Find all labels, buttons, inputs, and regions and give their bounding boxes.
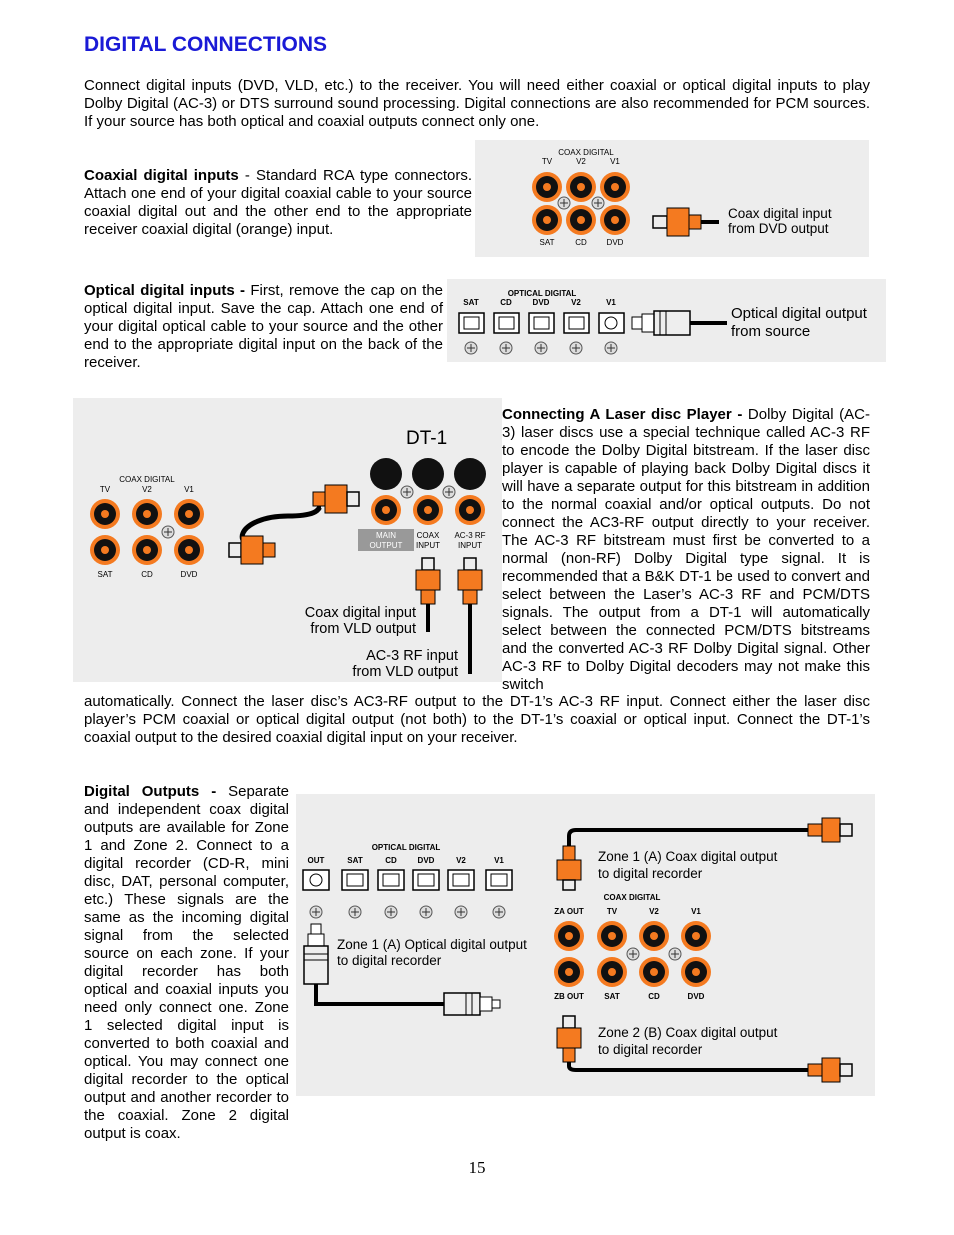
coax-top-label: TV [606, 907, 618, 916]
ground-screw-icon [401, 486, 413, 498]
coax-bottom-label: DVD [606, 238, 624, 247]
dt1-main-output-label: MAIN [376, 531, 396, 540]
laser-disc-diagram-graphic [73, 398, 502, 682]
jack-sat [90, 535, 120, 565]
ground-screw-icon [570, 342, 582, 354]
laser-disc-diagram [73, 398, 502, 682]
jack-za-out [554, 921, 584, 951]
zone1-optical-caption: Zone 1 (A) Optical digital output [337, 937, 527, 952]
outputs-heading: Digital Outputs - [84, 783, 217, 800]
optical-port-label: V2 [571, 298, 581, 307]
optical-port-v1 [599, 313, 624, 333]
jack-dvd [174, 535, 204, 565]
coax-input-diagram [475, 140, 869, 257]
optical-port-out [303, 870, 329, 890]
optical-port-label: DVD [532, 298, 550, 307]
optical-caption: Optical digital output [731, 305, 867, 322]
optical-port-v1 [486, 870, 512, 890]
outputs-paragraph [84, 783, 289, 1143]
jack-tv [532, 172, 562, 202]
jack-v1 [174, 499, 204, 529]
optical-caption: from source [731, 323, 811, 340]
jack-dvd [681, 957, 711, 987]
zone1-coax-caption: to digital recorder [598, 866, 703, 881]
ground-screw-icon [455, 906, 467, 918]
dt1-knob [454, 458, 486, 490]
coax-caption: Coax digital input [728, 206, 832, 221]
digital-outputs-diagram [296, 794, 875, 1096]
optical-port-dvd [413, 870, 439, 890]
coax-top-label: V1 [184, 485, 194, 494]
ground-screw-icon [535, 342, 547, 354]
coax-top-label: V2 [142, 485, 152, 494]
page-title: DIGITAL CONNECTIONS [84, 33, 328, 56]
coaxial-body: Standard RCA type connectors. Attach one end of your digital coaxial cable to your source coaxial digital out and the other end to the appropriate receiver coaxial digital (orange) input. [84, 167, 472, 238]
coax-top-label: ZA OUT [554, 907, 584, 916]
coax-top-label: TV [99, 485, 111, 494]
optical-port-label: V2 [456, 856, 466, 865]
dt1-ac3-input-label: AC-3 RF [454, 531, 486, 540]
coax-bottom-label: SAT [97, 570, 113, 579]
jack-v2 [639, 921, 669, 951]
jack-tv [597, 921, 627, 951]
rca-plug-icon [458, 558, 482, 674]
optical-port-label: CD [500, 298, 512, 307]
optical-input-diagram [447, 279, 886, 362]
jack-zb-out [554, 957, 584, 987]
vld-coax-caption: Coax digital input [304, 605, 416, 621]
ground-screw-icon [500, 342, 512, 354]
coax-caption: from DVD output [728, 221, 829, 236]
coax-bottom-label: DVD [180, 570, 198, 579]
digital-outputs-diagram-graphic [296, 794, 875, 1096]
dt1-label: DT-1 [406, 428, 448, 449]
ground-screw-icon [465, 342, 477, 354]
coax-group-label: COAX DIGITAL [603, 893, 661, 902]
zone1-optical-caption: to digital recorder [337, 953, 442, 968]
optical-port-cd [378, 870, 404, 890]
vld-ac3-caption: AC-3 RF input [366, 648, 458, 664]
optical-port-label: V1 [606, 298, 616, 307]
coax-input-diagram-graphic [475, 140, 869, 257]
vld-ac3-caption: from VLD output [352, 664, 458, 680]
jack-sat [532, 205, 562, 235]
jack-sat [597, 957, 627, 987]
coax-top-label: V1 [691, 907, 701, 916]
optical-port-v2 [564, 313, 589, 333]
coax-bottom-label: ZB OUT [554, 992, 584, 1001]
optical-port-label: CD [385, 856, 397, 865]
ground-screw-icon [627, 948, 639, 960]
coax-top-label: TV [541, 157, 553, 166]
ground-screw-icon [385, 906, 397, 918]
dt1-knob [412, 458, 444, 490]
optical-group-label: OPTICAL DIGITAL [507, 289, 577, 298]
optical-port-sat [342, 870, 368, 890]
coax-top-label: V1 [610, 157, 620, 166]
zone2-coax-caption: to digital recorder [598, 1042, 703, 1057]
coax-group-label: COAX DIGITAL [558, 148, 614, 157]
optical-port-label: V1 [494, 856, 504, 865]
rca-plug-icon [653, 208, 719, 236]
optical-port-dvd [529, 313, 554, 333]
coax-top-label: V2 [649, 907, 659, 916]
dt1-coax-input-label: COAX [416, 531, 440, 540]
zone1-coax-caption: Zone 1 (A) Coax digital output [598, 849, 778, 864]
ground-screw-icon [493, 906, 505, 918]
optical-port-label: DVD [417, 856, 435, 865]
coax-bottom-label: CD [141, 570, 153, 579]
jack-v2 [566, 172, 596, 202]
optical-plug-icon [632, 311, 727, 335]
dt1-main-output-jack [371, 495, 401, 525]
jack-v2 [132, 499, 162, 529]
ground-screw-icon [605, 342, 617, 354]
coax-cable [229, 485, 359, 564]
coaxial-heading: Coaxial digital inputs [84, 167, 239, 184]
dt1-ac3-input-label: INPUT [458, 541, 482, 550]
dt1-coax-input-label: INPUT [416, 541, 440, 550]
ground-screw-icon [669, 948, 681, 960]
optical-body: First, remove the cap on the optical digital input. Save the cap. Attach one end of your digital optical cable to your source and the other end to the appropriate digital input on the back of the receiver. [84, 282, 444, 371]
coax-bottom-label: CD [648, 992, 660, 1001]
coax-bottom-label: SAT [539, 238, 555, 247]
jack-cd [566, 205, 596, 235]
laser-heading: Connecting A Laser disc Player - [502, 406, 743, 423]
dt1-main-output-label: OUTPUT [369, 541, 403, 550]
optical-port-label: SAT [463, 298, 479, 307]
jack-cd [639, 957, 669, 987]
coax-top-label: V2 [576, 157, 586, 166]
page-number: 15 [468, 1158, 486, 1177]
ground-screw-icon [420, 906, 432, 918]
jack-dvd [600, 205, 630, 235]
optical-input-diagram-graphic [447, 279, 886, 362]
optical-port-cd [494, 313, 519, 333]
jack-v1 [600, 172, 630, 202]
ground-screw-icon [558, 197, 570, 209]
dt1-coax-input-jack [413, 495, 443, 525]
optical-port-label: SAT [347, 856, 363, 865]
vld-coax-caption: from VLD output [310, 621, 416, 637]
optical-port-v2 [448, 870, 474, 890]
jack-cd [132, 535, 162, 565]
optical-port-sat [459, 313, 484, 333]
ground-screw-icon [310, 906, 322, 918]
dt1-knob [370, 458, 402, 490]
coax-group-label: COAX DIGITAL [119, 475, 175, 484]
optical-port-label: OUT [307, 856, 325, 865]
zone2-coax-caption: Zone 2 (B) Coax digital output [598, 1025, 778, 1040]
coax-bottom-label: SAT [604, 992, 620, 1001]
ground-screw-icon [162, 526, 174, 538]
ground-screw-icon [443, 486, 455, 498]
jack-tv [90, 499, 120, 529]
rca-plug-icon [416, 558, 440, 632]
jack-v1 [681, 921, 711, 951]
coax-bottom-label: DVD [687, 992, 705, 1001]
coaxial-paragraph: Coaxial digital inputs - Standard RCA type connectors. Attach one end of your digital coaxial cable to your source coaxial digital out and the other end to the appropriate receiver coaxial digital (orange) input. [84, 167, 472, 238]
optical-group-label: OPTICAL DIGITAL [371, 843, 441, 852]
intro-paragraph: Connect digital inputs (DVD, VLD, etc.) to the receiver. You will need either coaxial or optical digital inputs to play Dolby Digital (AC-3) or DTS surround sound processing. Digital connections are also recommended for PCM sources. If your source has both optical and coaxial outputs connect only one. [84, 77, 870, 130]
ground-screw-icon [349, 906, 361, 918]
optical-heading: Optical digital inputs - [84, 282, 246, 299]
outputs-body: Separate and independent coax digital outputs are available for Zone 1 and Zone 2. Connect to a digital recorder (CD-R, mini disc, DAT, personal computer, etc.) These signals are the same as the incoming digital signal from the selected source on each zone. If your digital recorder has both optical and coaxial inputs you need only connect one. Zone 1 selected digital input is converted to both coaxial and optical. You may connect one digital recorder to the optical output and another recorder to the coaxial. Zone 2 digital output is coax. [84, 783, 289, 1142]
laser-paragraph-full: automatically. Connect the laser disc’s AC3-RF output to the DT-1’s AC-3 RF input. Connect either the laser disc player’s PCM coaxial or optical digital output (not both) to the DT-1’s coaxial or optical input. Connect the DT-1’s coaxial output to the desired coaxial digital input on your receiver. [84, 693, 870, 746]
dt1-ac3-input-jack [455, 495, 485, 525]
ground-screw-icon [592, 197, 604, 209]
optical-paragraph [84, 282, 443, 372]
laser-body: Dolby Digital (AC-3) laser discs use a special technique called AC-3 RF to encode the Dolby Digital bitstream. If the laser disc player is capable of playing back Dolby Digital discs it will have a separate output for this bitstream in addition to the normal coaxial and/or optical outputs. Do not connect the AC3-RF output directly to your receiver. The AC-3 RF bitstream must first be converted to a normal (non-RF) Dolby Digital type signal. It is recommended that a B&K DT-1 be used to convert and select between the Laser’s AC-3 RF and PCM/DTS signals. The output from a DT-1 will automatically select between the connected PCM/DTS bitstreams and the converted AC-3 RF Dolby Digital signal. Other AC-3 RF to Dolby Digital decoders may not make this switch [502, 406, 870, 693]
laser-paragraph-right [502, 406, 870, 694]
coax-bottom-label: CD [575, 238, 587, 247]
